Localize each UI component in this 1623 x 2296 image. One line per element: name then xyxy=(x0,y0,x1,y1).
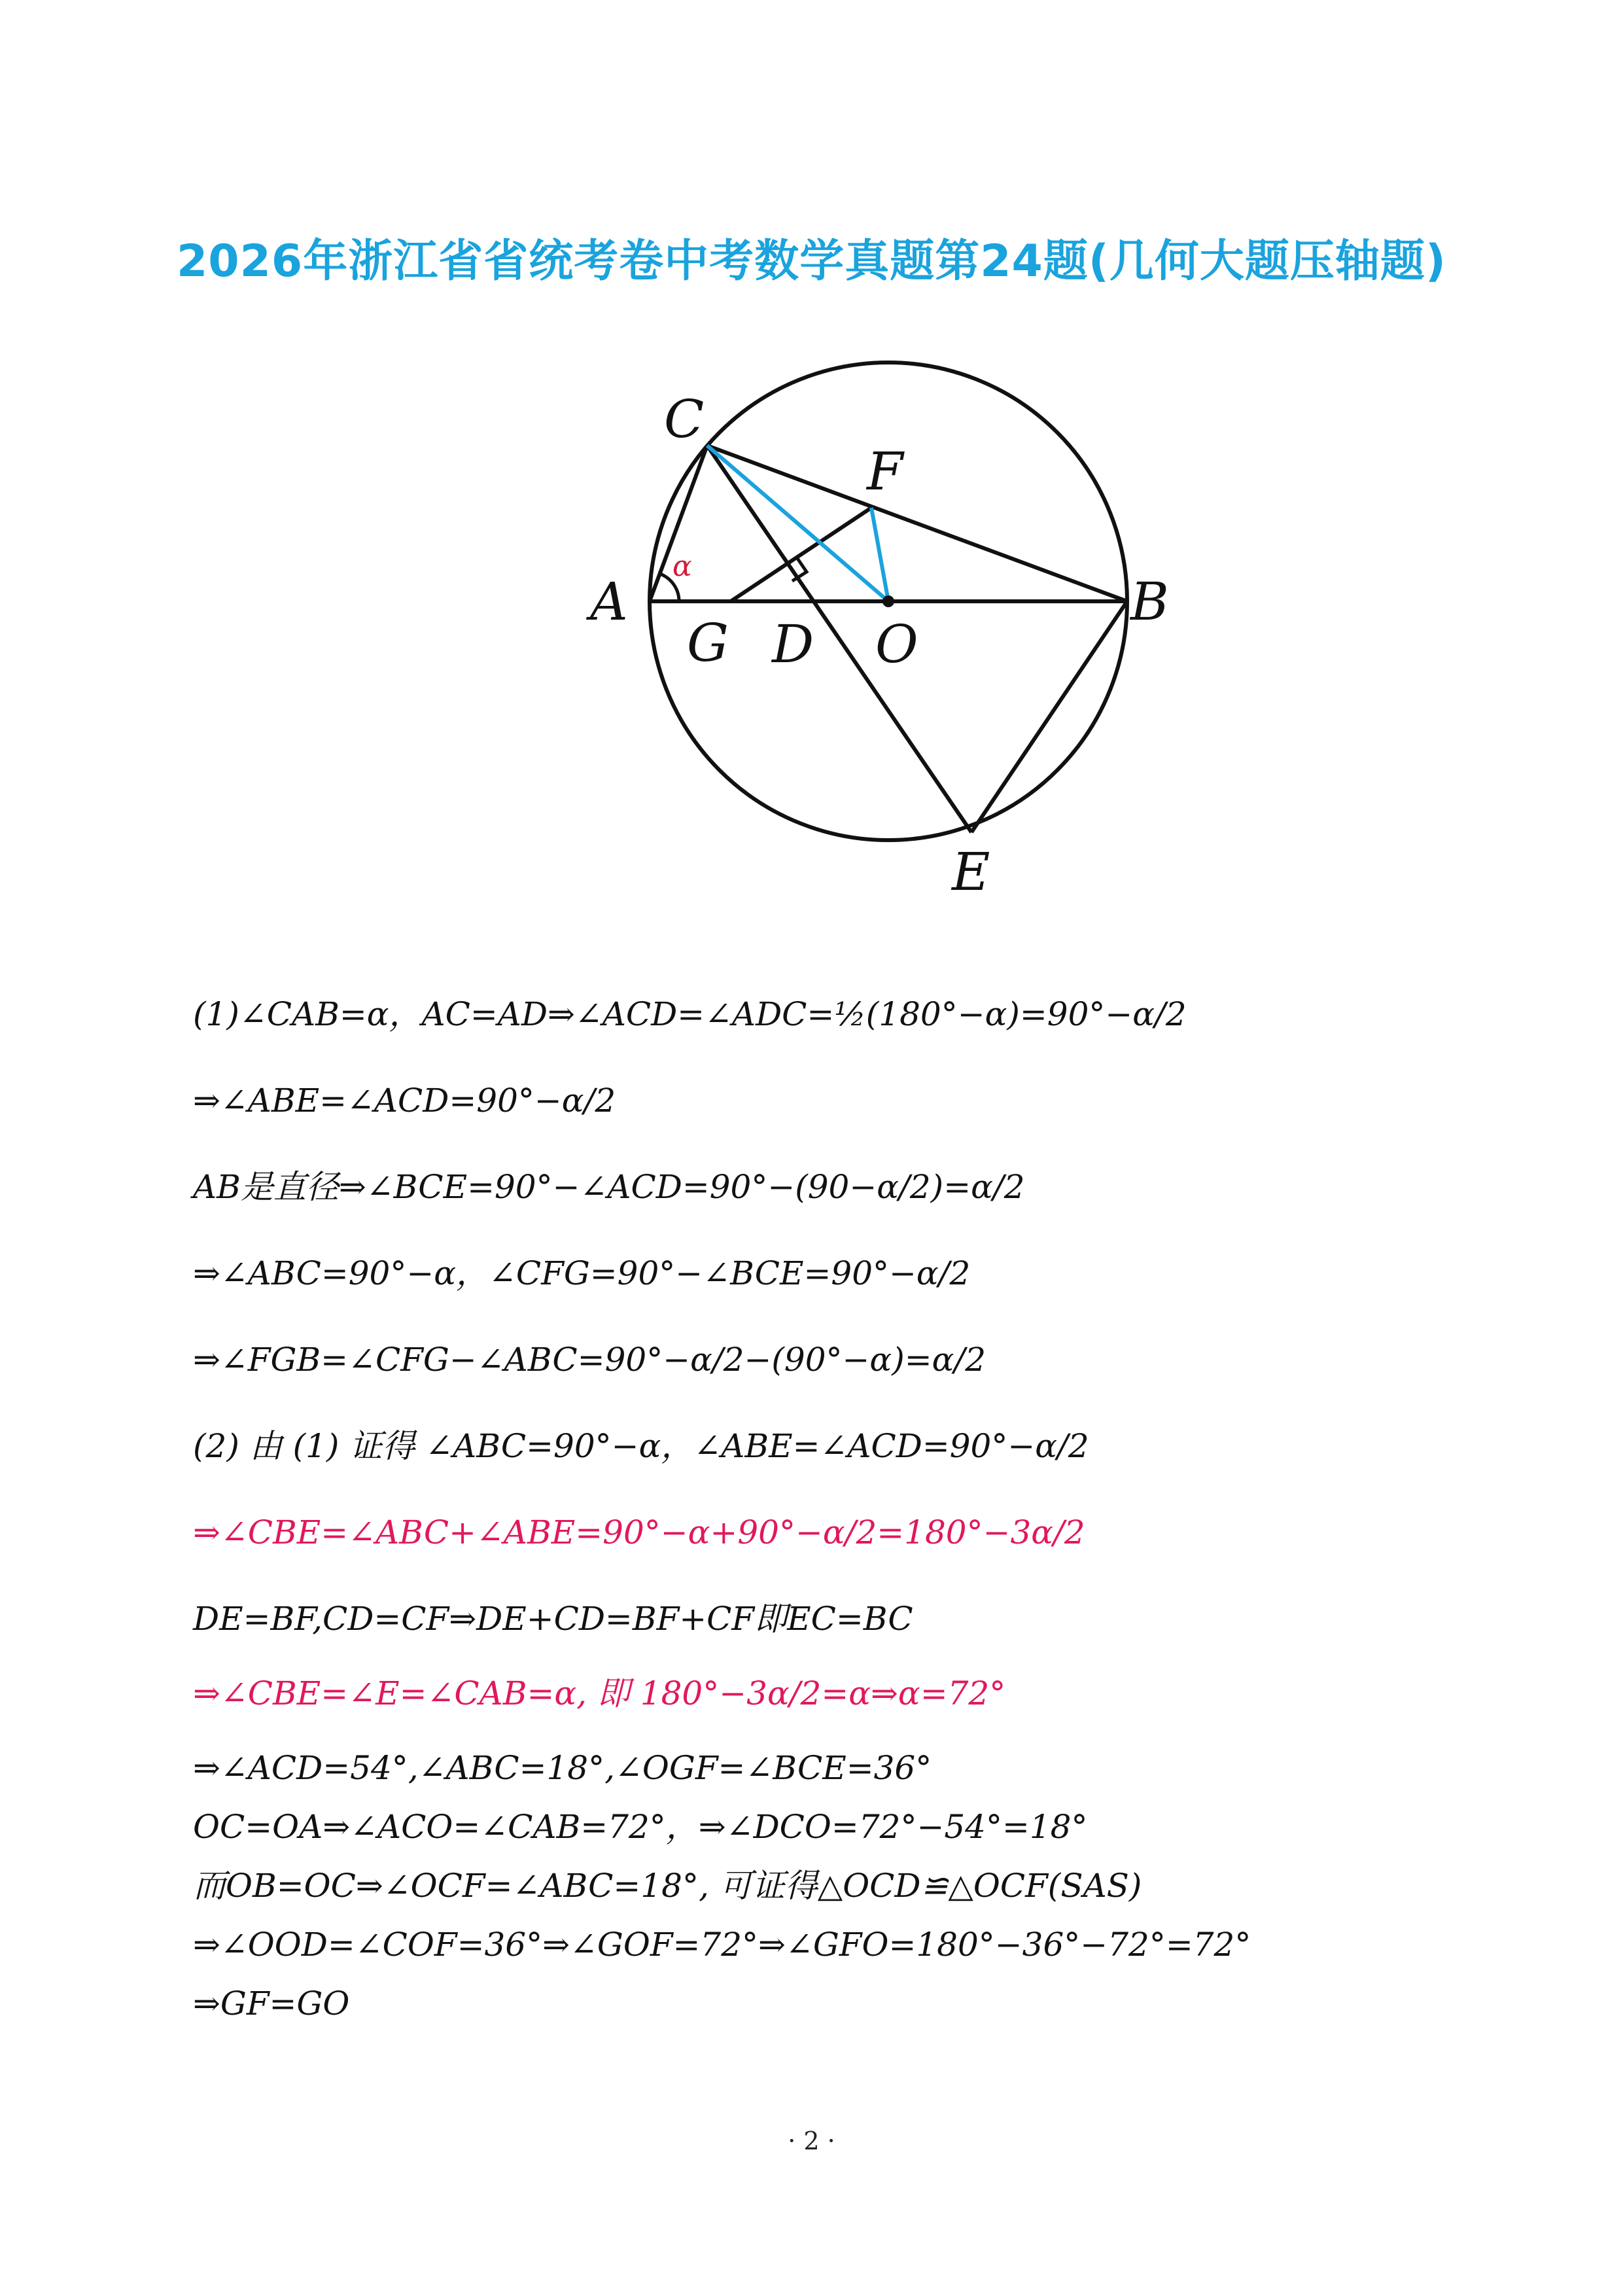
label-f: F xyxy=(867,441,903,502)
label-c: C xyxy=(664,389,705,450)
solution-line-4: ⇒∠ABC=90°−α，∠CFG=90°−∠BCE=90°−α/2 xyxy=(193,1254,971,1292)
center-dot xyxy=(882,595,894,607)
label-g: G xyxy=(687,612,729,673)
solution-line-3: AB是直径⇒∠BCE=90°−∠ACD=90°−(90−α/2)=α/2 xyxy=(193,1168,1025,1206)
label-a: A xyxy=(590,571,628,632)
solution-line-13: ⇒∠OOD=∠COF=36°⇒∠GOF=72°⇒∠GFO=180°−36°−72°=72° xyxy=(193,1926,1251,1964)
solution-line-8: DE=BF,CD=CF⇒DE+CD=BF+CF即EC=BC xyxy=(193,1600,913,1638)
solution-line-7: ⇒∠CBE=∠ABC+∠ABE=90°−α+90°−α/2=180°−3α/2 xyxy=(193,1513,1085,1551)
solution-line-11: OC=OA⇒∠ACO=∠CAB=72°，⇒∠DCO=72°−54°=18° xyxy=(193,1808,1088,1846)
segment-gf xyxy=(731,508,871,601)
label-b: B xyxy=(1130,571,1169,632)
geometry-figure xyxy=(563,360,1178,916)
solution-line-6: (2) 由 (1) 证得 ∠ABC=90°−α，∠ABE=∠ACD=90°−α/2 xyxy=(193,1427,1089,1465)
segment-cb xyxy=(707,446,1127,601)
solution-line-9: ⇒∠CBE=∠E=∠CAB=α, 即 180°−3α/2=α⇒α=72° xyxy=(193,1674,1006,1712)
label-o: O xyxy=(875,614,918,675)
label-d: D xyxy=(772,614,814,675)
segment-ce xyxy=(707,446,971,832)
page-number: · 2 · xyxy=(788,2127,835,2155)
solution-line-10: ⇒∠ACD=54°,∠ABC=18°,∠OGF=∠BCE=36° xyxy=(193,1749,932,1787)
solution-line-5: ⇒∠FGB=∠CFG−∠ABC=90°−α/2−(90°−α)=α/2 xyxy=(193,1341,986,1379)
label-e: E xyxy=(952,841,990,902)
angle-label-alpha: α xyxy=(672,550,692,583)
solution-line-12: 而OB=OC⇒∠OCF=∠ABC=18°, 可证得△OCD≌△OCF(SAS) xyxy=(193,1867,1142,1905)
solution-line-14: ⇒GF=GO xyxy=(193,1985,350,2022)
segment-be xyxy=(971,601,1127,832)
page-title: 2026年浙江省省统考卷中考数学真题第24题(几何大题压轴题) xyxy=(176,236,1447,287)
solution-line-1: (1)∠CAB=α，AC=AD⇒∠ACD=∠ADC=½(180°−α)=90°−α/2 xyxy=(193,995,1187,1033)
solution-line-2: ⇒∠ABE=∠ACD=90°−α/2 xyxy=(193,1082,616,1120)
